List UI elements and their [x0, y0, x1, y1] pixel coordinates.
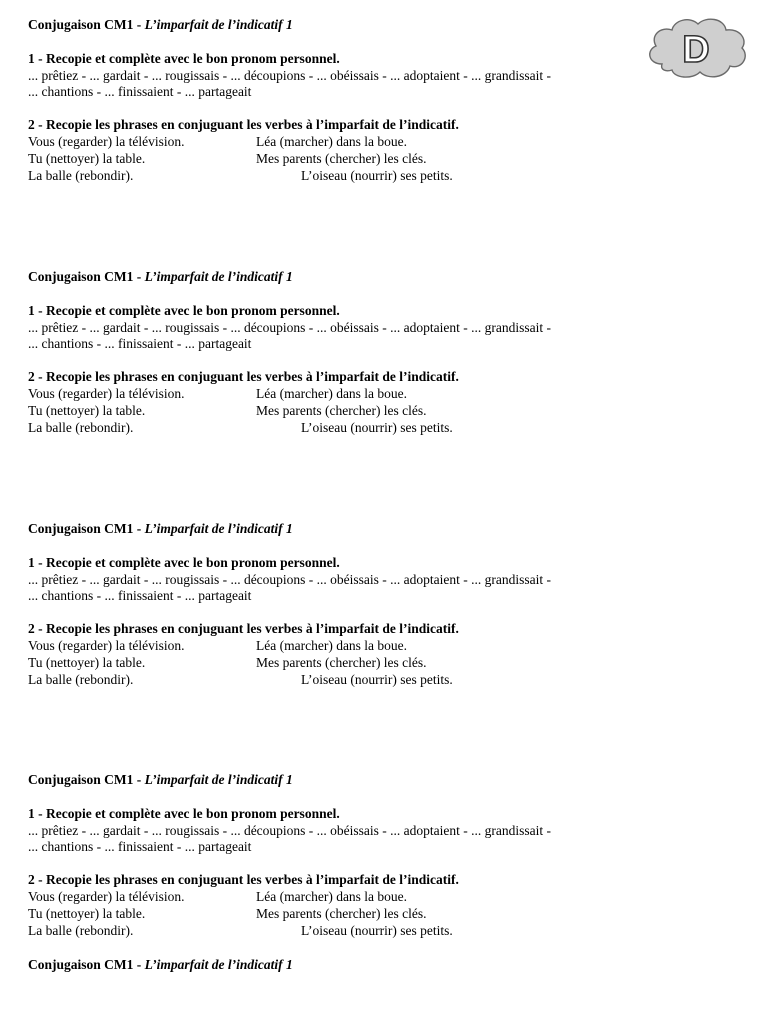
sentence-left: Vous (regarder) la télévision. [28, 385, 185, 401]
title-italic: L’imparfait de l’indicatif 1 [144, 521, 293, 536]
sentence-row [28, 672, 638, 689]
worksheet-title [28, 772, 638, 789]
sentence-row [28, 386, 638, 403]
sentence-left: Tu (nettoyer) la table. [28, 905, 146, 921]
title-prefix: Conjugaison CM1 - [28, 17, 145, 32]
sentence-left: Tu (nettoyer) la table. [28, 402, 146, 418]
badge [644, 16, 748, 82]
title-prefix: Conjugaison CM1 - [28, 521, 145, 536]
exercise1-line2: ... chantions - ... finissaient - ... partageait [28, 336, 252, 352]
exercise1-title: 1 - Recopie et complète avec le bon pronom personnel. [28, 805, 340, 821]
sentence-right: Mes parents (chercher) les clés. [256, 905, 427, 921]
sentence-right: L’oiseau (nourrir) ses petits. [301, 671, 453, 687]
exercise1-title: 1 - Recopie et complète avec le bon pronom personnel. [28, 302, 340, 318]
exercise1-line2: ... chantions - ... finissaient - ... partageait [28, 588, 252, 604]
sentence-row [28, 655, 638, 672]
exercise2-title: 2 - Recopie les phrases en conjuguant les verbes à l’imparfait de l’indicatif. [28, 621, 459, 637]
sentence-left: La balle (rebondir). [28, 922, 134, 938]
exercise2-title: 2 - Recopie les phrases en conjuguant les verbes à l’imparfait de l’indicatif. [28, 872, 459, 888]
sentence-right: Mes parents (chercher) les clés. [256, 150, 427, 166]
worksheet-title [28, 17, 638, 34]
sentence-right: Léa (marcher) dans la boue. [256, 385, 408, 401]
sentence-right: Mes parents (chercher) les clés. [256, 654, 427, 670]
title-prefix: Conjugaison CM1 - [28, 957, 145, 972]
sentence-row [28, 906, 638, 923]
sentence-left: La balle (rebondir). [28, 671, 134, 687]
title-italic: L’imparfait de l’indicatif 1 [144, 772, 293, 787]
sentence-right: Mes parents (chercher) les clés. [256, 402, 427, 418]
sentence-row [28, 638, 638, 655]
worksheet-title [28, 521, 638, 538]
sentence-left: Tu (nettoyer) la table. [28, 150, 146, 166]
sentence-row [28, 889, 638, 906]
exercise1-line1: ... prêtiez - ... gardait - ... rougissais - ... découpions - ... obéissais - ... adoptaient - ... grandissait - [28, 571, 551, 587]
title-prefix: Conjugaison CM1 - [28, 772, 145, 787]
exercise1-title: 1 - Recopie et complète avec le bon pronom personnel. [28, 554, 340, 570]
exercise1-line1: ... prêtiez - ... gardait - ... rougissais - ... découpions - ... obéissais - ... adoptaient - ... grandissait - [28, 319, 551, 335]
sentence-row [28, 151, 638, 168]
worksheet-block-1 [28, 17, 638, 184]
worksheet-block-2 [28, 269, 638, 436]
exercise2-title: 2 - Recopie les phrases en conjuguant les verbes à l’imparfait de l’indicatif. [28, 117, 459, 133]
exercise1-line2: ... chantions - ... finissaient - ... partageait [28, 839, 252, 855]
exercise2-title: 2 - Recopie les phrases en conjuguant les verbes à l’imparfait de l’indicatif. [28, 369, 459, 385]
sentence-left: Vous (regarder) la télévision. [28, 888, 185, 904]
sentence-right: Léa (marcher) dans la boue. [256, 637, 408, 653]
worksheet-block-3 [28, 521, 638, 688]
worksheet-title [28, 269, 638, 286]
title-prefix: Conjugaison CM1 - [28, 269, 145, 284]
sentence-right: L’oiseau (nourrir) ses petits. [301, 167, 453, 183]
sentence-left: Vous (regarder) la télévision. [28, 637, 185, 653]
title-italic: L’imparfait de l’indicatif 1 [144, 269, 293, 284]
worksheet-block-4 [28, 772, 638, 939]
cloud-icon [644, 16, 748, 82]
sentence-left: Tu (nettoyer) la table. [28, 654, 146, 670]
sentence-right: L’oiseau (nourrir) ses petits. [301, 419, 453, 435]
sentence-row [28, 168, 638, 185]
sentence-right: L’oiseau (nourrir) ses petits. [301, 922, 453, 938]
worksheet-title [28, 957, 638, 974]
exercise1-line1: ... prêtiez - ... gardait - ... rougissais - ... découpions - ... obéissais - ... adoptaient - ... grandissait - [28, 67, 551, 83]
title-italic: L’imparfait de l’indicatif 1 [144, 957, 293, 972]
sentence-left: Vous (regarder) la télévision. [28, 133, 185, 149]
sentence-right: Léa (marcher) dans la boue. [256, 888, 408, 904]
badge-letter: D [682, 29, 710, 71]
exercise1-title: 1 - Recopie et complète avec le bon pronom personnel. [28, 50, 340, 66]
sentence-row [28, 420, 638, 437]
worksheet-block-5 [28, 957, 638, 974]
sentence-right: Léa (marcher) dans la boue. [256, 133, 408, 149]
exercise1-line2: ... chantions - ... finissaient - ... partageait [28, 84, 252, 100]
sentence-left: La balle (rebondir). [28, 419, 134, 435]
sentence-left: La balle (rebondir). [28, 167, 134, 183]
sentence-row [28, 923, 638, 940]
exercise1-line1: ... prêtiez - ... gardait - ... rougissais - ... découpions - ... obéissais - ... adoptaient - ... grandissait - [28, 822, 551, 838]
title-italic: L’imparfait de l’indicatif 1 [144, 17, 293, 32]
sentence-row [28, 403, 638, 420]
sentence-row [28, 134, 638, 151]
